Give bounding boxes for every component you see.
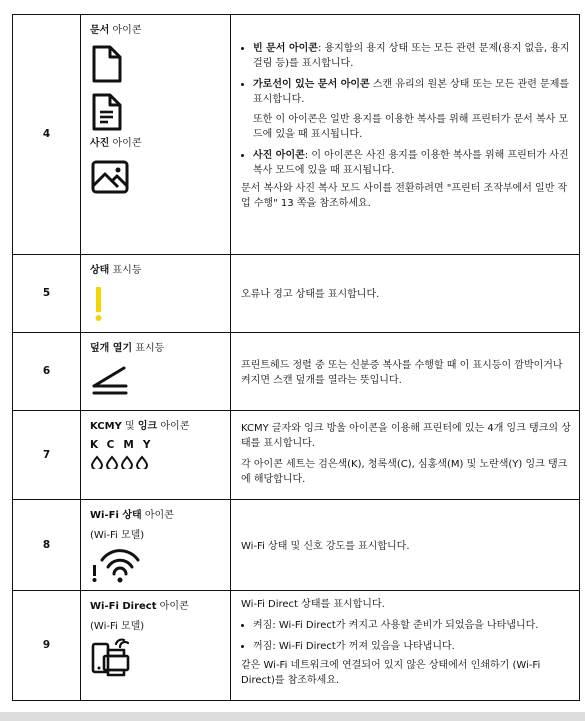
row-number: 6 [13, 333, 81, 411]
indicator-table [12, 14, 580, 701]
kcmy-letters: KCMY [90, 439, 160, 451]
description-cell [231, 411, 580, 500]
description-cell [231, 591, 580, 701]
table-row [13, 333, 580, 411]
table-row [13, 411, 580, 500]
row-number: 9 [13, 591, 81, 701]
ink-desc-1: KCMY 글자와 잉크 방울 아이콘을 이용해 프린터에 있는 4개 잉크 탱크의 상태를 표시합니다. [241, 423, 571, 449]
wifi-alert-icon [90, 546, 142, 584]
table-row [13, 591, 580, 701]
icon-title: 상태 표시등 [90, 265, 142, 276]
wifi-direct-icon [90, 638, 136, 678]
description-cell: 오류나 경고 상태를 표시합니다. [231, 255, 580, 333]
list-item: • 꺼짐: Wi-Fi Direct가 꺼져 있음을 나타냅니다. [253, 639, 571, 654]
icon-cell [81, 411, 231, 500]
icon-cell [81, 500, 231, 591]
row-number: 7 [13, 411, 81, 500]
document-blank-icon [90, 44, 124, 84]
icon-cell [81, 15, 231, 255]
table-row [13, 255, 580, 333]
bullet-extra: 또한 이 아이콘은 일반 용지를 이용한 복사를 위해 프린터가 문서 복사 모드에 있을 때 표시됩니다. [253, 114, 569, 140]
lid-open-icon [90, 362, 130, 396]
ink-desc-2: 각 아이콘 세트는 검은색(K), 청록색(C), 심홍색(M) 및 노란색(Y) 잉크 탱크에 해당합니다. [241, 459, 568, 485]
icon-cell [81, 255, 231, 333]
list-item: • 켜짐: Wi-Fi Direct가 켜지고 사용할 준비가 되었음을 나타냅니다. [253, 618, 571, 633]
row-number: 4 [13, 15, 81, 255]
document-lines-icon [90, 92, 124, 132]
description-cell: Wi-Fi 상태 및 신호 강도를 표시합니다. [231, 500, 580, 591]
icon-cell [81, 333, 231, 411]
exclamation-icon [92, 284, 106, 324]
wfd-desc-1: Wi-Fi Direct 상태를 표시합니다. [241, 599, 385, 610]
wfd-desc-2: 같은 Wi-Fi 네트워크에 연결되어 있지 않은 상태에서 인쇄하기 (Wi-Fi Direct)를 참조하세요. [241, 660, 541, 686]
icon-title: 문서 아이콘 [90, 25, 142, 36]
wfd-bullets [241, 618, 571, 654]
row-number: 5 [13, 255, 81, 333]
mode-note: 문서 복사와 사진 복사 모드 사이를 전환하려면 "프린터 조작부에서 일반 작업 수행" 13 쪽을 참조하세요. [241, 183, 568, 209]
icon-title: 덮개 열기 표시등 [90, 343, 165, 354]
table-row [13, 15, 580, 255]
icon-cell [81, 591, 231, 701]
icon-bullets [241, 41, 571, 178]
icon-title: Wi-Fi Direct 아이콘 [90, 601, 189, 612]
icon-title: KCMY 및 잉크 아이콘 [90, 421, 190, 432]
list-item: • 사진 아이콘: 이 아이콘은 사진 용지를 이용한 복사를 위해 프린터가 사진 복사 모드에 있을 때 표시됩니다. [253, 148, 571, 178]
ink-drops-icon [90, 455, 150, 469]
table-row [13, 500, 580, 591]
model-note: (Wi-Fi 모델) [90, 530, 145, 541]
photo-icon-title: 사진 아이콘 [90, 138, 142, 149]
photo-icon [90, 159, 130, 195]
description-cell [231, 15, 580, 255]
row-number: 8 [13, 500, 81, 591]
description-cell: 프린트헤드 정렬 중 또는 신분증 복사를 수행할 때 이 표시등이 깜박이거나 켜지면 스캔 덮개를 열라는 뜻입니다. [231, 333, 580, 411]
icon-title: Wi-Fi 상태 아이콘 [90, 510, 174, 521]
list-item: • 가로선이 있는 문서 아이콘 스캔 유리의 원본 상태 또는 모든 관련 문제를 표시합니다. 또한 이 아이콘은 일반 용지를 이용한 복사를 위해 프린터가 문서 복사 모드에 있을 때 표시됩니다. [253, 77, 571, 142]
model-note: (Wi-Fi 모델) [90, 621, 145, 632]
list-item: • 빈 문서 아이콘: 용지함의 용지 상태 또는 모든 관련 문제(용지 없음, 용지 걸림 등)를 표시합니다. [253, 41, 571, 71]
